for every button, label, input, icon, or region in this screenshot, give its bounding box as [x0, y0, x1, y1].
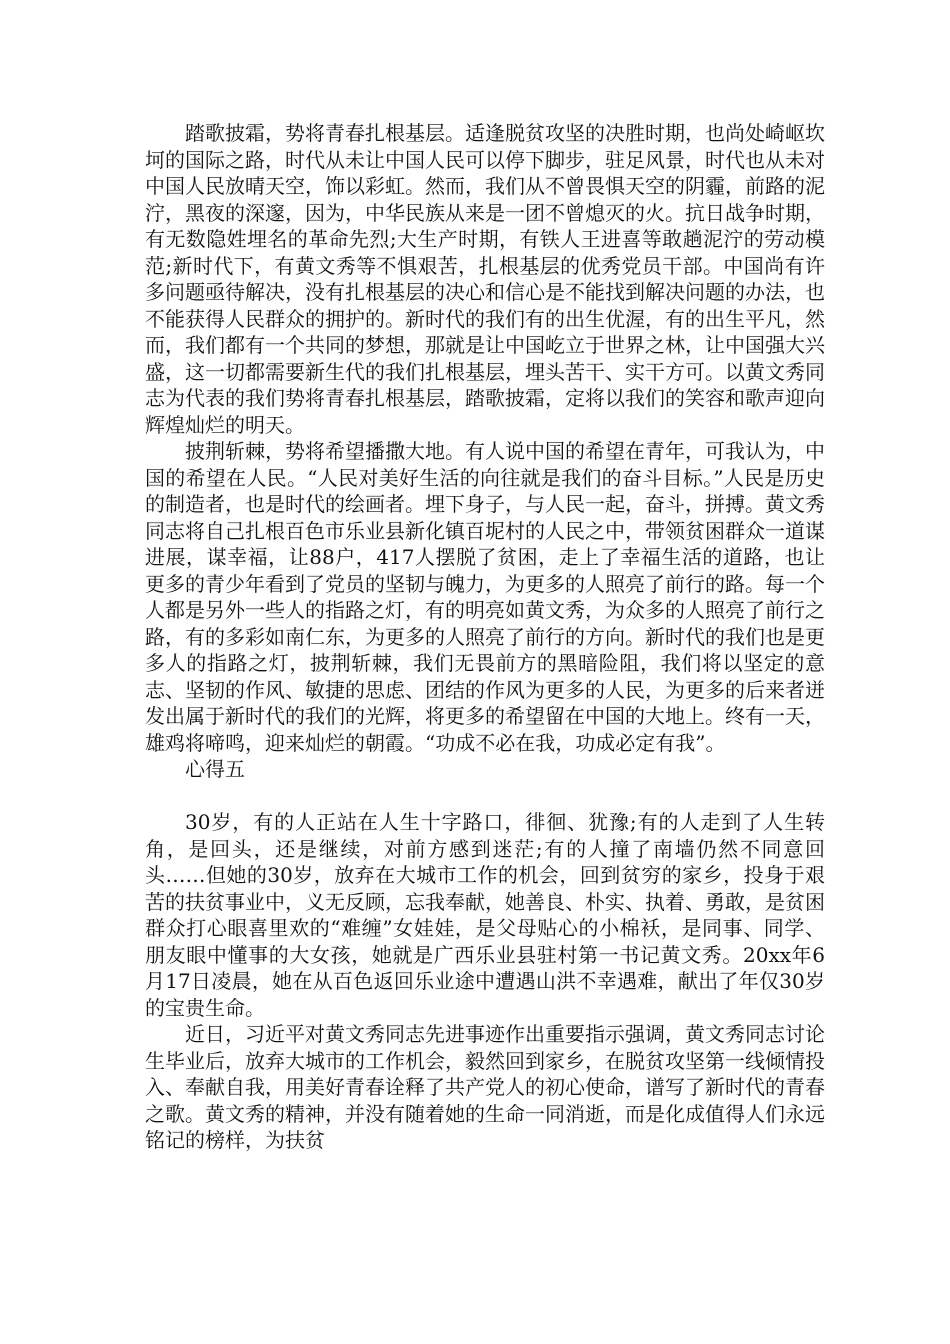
- paragraph-4: 近日，习近平对黄文秀同志先进事迹作出重要指示强调，黄文秀同志讨论生毕业后，放弃大城市的工作机会，毅然回到家乡，在脱贫攻坚第一线倾情投入、奉献自我，用美好青春诠释了共产党人的初心使命，谱写了新时代的青春之歌。黄文秀的精神，并没有随着她的生命一同消逝，而是化成值得人们永远铭记的榜样，为扶贫: [145, 1022, 825, 1152]
- document-page: [145, 120, 825, 1154]
- paragraph-3: 30岁，有的人正站在人生十字路口，徘徊、犹豫;有的人走到了人生转角，是回头，还是继续，对前方感到迷茫;有的人撞了南墙仍然不同意回头……但她的30岁，放弃在大城市工作的机会，回到贫穷的家乡，投身于艰苦的扶贫事业中，义无反顾，忘我奉献，她善良、朴实、执着、勇敢，是贫困群众打心眼喜里欢的“难缠”女娃娃，是父母贴心的小棉袄，是同事、同学、朋友眼中懂事的大女孩，她就是广西乐业县驻村第一书记黄文秀。20xx年6月17日凌晨，她在从百色返回乐业途中遭遇山洪不幸遇难，献出了年仅30岁的宝贵生命。: [145, 810, 825, 1020]
- section-title: 心得五: [185, 757, 245, 781]
- paragraph-1: 踏歌披霜，势将青春扎根基层。适逢脱贫攻坚的决胜时期，也尚处崎岖坎坷的国际之路，时代从未让中国人民可以停下脚步，驻足风景，时代也从未对中国人民放晴天空，饰以彩虹。然而，我们从不曾畏惧天空的阴霾，前路的泥泞，黑夜的深邃，因为，中华民族从来是一团不曾熄灭的火。抗日战争时期，有无数隐姓埋名的革命先烈;大生产时期，有铁人王进喜等敢趟泥泞的劳动模范;新时代下，有黄文秀等不惧艰苦，扎根基层的优秀党员干部。中国尚有许多问题亟待解决，没有扎根基层的决心和信心是不能找到解决问题的办法，也不能获得人民群众的拥护的。新时代的我们有的出生优渥，有的出生平凡，然而，我们都有一个共同的梦想，那就是让中国屹立于世界之林，让中国强大兴盛，这一切都需要新生代的我们扎根基层，埋头苦干、实干方可。以黄文秀同志为代表的我们势将青春扎根基层，踏歌披霜，定将以我们的笑容和歌声迎向辉煌灿烂的明天。: [145, 121, 825, 437]
- paragraph-2: 披荆斩棘，势将希望播撒大地。有人说中国的希望在青年，可我认为，中国的希望在人民。“人民对美好生活的向往就是我们的奋斗目标。”人民是历史的制造者，也是时代的绘画者。埋下身子，与人民一起，奋斗，拼搏。黄文秀同志将自己扎根百色市乐业县新化镇百坭村的人民之中，带领贫困群众一道谋进展，谋幸福，让88户，417人摆脱了贫困，走上了幸福生活的道路，也让更多的青少年看到了党员的坚韧与魄力，为更多的人照亮了前行的路。每一个人都是另外一些人的指路之灯，有的明亮如黄文秀，为众多的人照亮了前行之路，有的多彩如南仁东，为更多的人照亮了前行的方向。新时代的我们也是更多人的指路之灯，披荆斩棘，我们无畏前方的黑暗险阻，我们将以坚定的意志、坚韧的作风、敏捷的思虑、团结的作风为更多的人民，为更多的后来者迸发出属于新时代的我们的光辉，将更多的希望留在中国的大地上。终有一天，雄鸡将啼鸣，迎来灿烂的朝霞。“功成不必在我，功成必定有我”。: [145, 439, 825, 755]
